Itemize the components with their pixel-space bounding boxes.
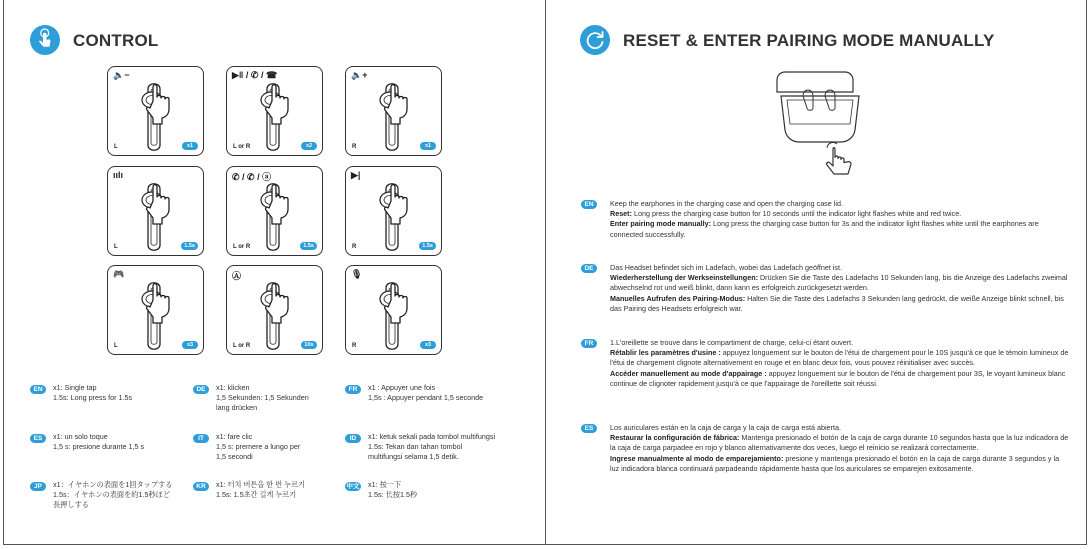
page-divider — [545, 0, 546, 545]
reset-label: Wiederherstellung der Werkseinstellungen: — [610, 273, 758, 283]
earbud-side: L or R — [233, 144, 251, 150]
pairing-step — [610, 219, 1070, 239]
reset-label: Restaurar la configuración de fábrica: — [610, 433, 740, 443]
pairing-step — [610, 369, 1070, 389]
language-badge: DE — [581, 264, 597, 273]
language-badge: FR — [581, 339, 597, 348]
control-card — [226, 166, 323, 256]
reset-paragraph — [610, 263, 1070, 314]
language-instructions — [53, 432, 144, 452]
pairing-step — [610, 454, 1070, 474]
tap-count-badge: x1 — [182, 142, 198, 150]
tap-count-badge: 10s — [301, 341, 317, 349]
instruction-line: x1: fare clic — [216, 432, 253, 441]
reset-step — [610, 433, 1070, 453]
instruction-line: 1,5 Sekunden: 1,5 Sekunden — [216, 393, 309, 402]
earbud-side: R — [352, 144, 357, 150]
reset-text: Long press the charging case button for 10 seconds until the indicator light flashes white and red twice. — [631, 209, 962, 219]
reset-label: Reset: — [610, 209, 632, 219]
tap-count-badge: 1.5s — [419, 242, 436, 250]
intro-text: 1.L'oreillette se trouve dans le compartiment de charge, celui-ci étant ouvert. — [610, 338, 854, 347]
tap-count-badge: x3 — [420, 341, 436, 349]
tap-count-badge: x2 — [301, 142, 317, 150]
instruction-line: 1.5s: Tekan dan tahan tombol — [368, 442, 463, 451]
pairing-text: Halten Sie die Taste des Ladefachs 3 Sekunden lang gedrückt, die weiße Anzeige blinkt schnell, bis das Pairing des Headsets erfolgreich war. — [610, 293, 1064, 313]
reset-step — [610, 209, 1070, 219]
finger-tap-icon — [134, 181, 179, 253]
reset-paragraph — [610, 423, 1070, 474]
finger-tap-icon — [372, 280, 417, 352]
language-badge: EN — [30, 385, 46, 394]
instruction-line: x1: 按一下 — [368, 480, 402, 489]
pairing-text: Long press the charging case button for 3s and the indicator light flashes white until the earphones are connected successfully. — [610, 219, 1039, 239]
earbud-side: R — [352, 244, 357, 250]
instruction-line: 1,5 secondi — [216, 452, 253, 461]
instruction-line: lang drücken — [216, 403, 258, 412]
control-card — [345, 265, 442, 355]
earbud-side: L — [114, 244, 118, 250]
language-badge: JP — [30, 482, 46, 491]
control-card — [345, 166, 442, 256]
earbud-side: L — [114, 144, 118, 150]
earbud-side: L or R — [233, 343, 251, 349]
reset-paragraph — [610, 338, 1070, 389]
control-title: CONTROL — [73, 31, 159, 50]
intro-text: Keep the earphones in the charging case and open the charging case lid. — [610, 199, 843, 208]
language-instructions — [53, 383, 132, 403]
control-symbol: 🔈+ — [351, 70, 368, 80]
earbud-side: L — [114, 343, 118, 349]
control-symbol: ▶| — [351, 170, 361, 180]
instruction-line: 1,5 s: presione durante 1,5 s — [53, 442, 145, 451]
language-instructions — [368, 432, 495, 462]
finger-tap-icon — [253, 280, 298, 352]
earbud-side: R — [352, 343, 357, 349]
pairing-label: Accéder manuellement au mode d'appairage : — [610, 368, 767, 378]
finger-tap-icon — [134, 280, 179, 352]
instruction-line: x1: ketuk sekali pada tombol multifungsi — [368, 432, 496, 441]
reset-step — [610, 273, 1070, 293]
instruction-line: 1,5 s: premere a lungo per — [216, 442, 301, 451]
finger-tap-icon — [372, 181, 417, 253]
language-badge: FR — [345, 385, 361, 394]
language-instructions — [368, 480, 417, 500]
control-card — [107, 265, 204, 355]
finger-tap-icon — [134, 81, 179, 153]
instruction-line: 1.5s: 1.5초간 길게 누르기 — [216, 490, 297, 499]
instruction-line: multifungsi selama 1,5 detik. — [368, 452, 459, 461]
instruction-line: x1: Single tap — [53, 383, 97, 392]
reset-text: Drücken Sie die Taste des Ladefachs 10 Sekunden lang, bis die Anzeige des Ladefachs zweimal abwechselnd rot und weiß blinkt, dann kann es erfolgreich zurückgesetzt werden. — [610, 273, 1068, 293]
finger-tap-icon — [253, 181, 298, 253]
control-card — [345, 66, 442, 156]
control-card — [226, 265, 323, 355]
control-symbol: 🎙 — [351, 269, 363, 279]
reset-step — [610, 348, 1070, 368]
control-card — [107, 66, 204, 156]
control-card — [226, 66, 323, 156]
refresh-icon — [580, 25, 610, 55]
tap-count-badge: 1.5s — [181, 242, 198, 250]
control-symbol: ✆ / ✆ / ⓐ — [232, 172, 272, 182]
reset-title: RESET & ENTER PAIRING MODE MANUALLY — [623, 31, 995, 50]
reset-label: Rétablir les paramètres d'usine : — [610, 348, 721, 358]
instruction-line: x1: 터치 버튼을 한 번 누르기 — [216, 480, 306, 489]
instruction-line: x1：イヤホンの表面を1回タップする — [53, 480, 173, 489]
tap-count-badge: x1 — [420, 142, 436, 150]
language-badge: IT — [193, 434, 209, 443]
pairing-step — [610, 294, 1070, 314]
tap-hand-icon — [30, 25, 60, 55]
pairing-label: Manuelles Aufrufen des Pairing-Modus: — [610, 293, 746, 303]
control-card — [107, 166, 204, 256]
instruction-line: 1.5s: 长按1.5秒 — [368, 490, 418, 499]
control-symbol: 🎮 — [113, 269, 125, 279]
language-instructions — [216, 383, 309, 413]
control-symbol: 🔈− — [113, 70, 130, 80]
finger-tap-icon — [372, 81, 417, 153]
control-symbol: ıılı — [113, 170, 124, 180]
tap-count-badge: x3 — [182, 341, 198, 349]
language-badge: ID — [345, 434, 361, 443]
instruction-line: 1.5s: Long press for 1.5s — [53, 393, 133, 402]
reset-text: Mantenga presionado el botón de la caja de carga durante 10 segundos hasta que la luz indicadora de la caja de carga parpadee en rojo y blanco alternativamente dos veces, luego el reinicio se realizará correctamente. — [610, 433, 1069, 453]
reset-paragraph — [610, 199, 1070, 240]
intro-text: Das Headset befindet sich im Ladefach, wobei das Ladefach geöffnet ist. — [610, 263, 843, 272]
instruction-line: x1 : Appuyer une fois — [368, 383, 436, 392]
language-badge: KR — [193, 482, 209, 491]
pairing-label: Enter pairing mode manually: — [610, 219, 712, 229]
control-symbol: ▶‖ / ✆ / ☎ — [232, 70, 278, 80]
pairing-text: appuyez longuement sur le bouton de l'étui de chargement pour 3S, le voyant lumineux blanc continue de clignoter rapidement jusqu'à ce que l'appairage de l'oreillette soit réussi. — [610, 368, 1066, 388]
instruction-line: 1.5s：イヤホンの表面を約1.5秒ほど — [53, 490, 171, 499]
tap-count-badge: 1.5s — [300, 242, 317, 250]
language-badge: DE — [193, 385, 209, 394]
instruction-line: 1,5s : Appuyer pendant 1,5 seconde — [368, 393, 484, 402]
intro-text: Los auriculares están en la caja de carga y la caja de carga está abierta. — [610, 423, 841, 432]
language-badge: 中文 — [346, 483, 360, 490]
language-instructions — [216, 480, 305, 500]
control-symbol: Ⓐ — [232, 271, 242, 281]
pairing-text: presione y mantenga presionado el botón en la caja de carga durante 3 segundos y la luz indicadora blanca continuará parpadeando rápidamente hasta que los auriculares se emparejen exitosamente. — [610, 453, 1060, 473]
finger-tap-icon — [253, 81, 298, 153]
language-badge: EN — [581, 200, 597, 209]
language-instructions — [216, 432, 300, 462]
reset-text: appuyez longuement sur le bouton de l'étui de chargement pour le 10S jusqu'à ce que le témoin lumineux de l'étui de chargement clignote alternativement en rouge et en blanc deux fois, vous pouvez réinitialiser avec succès. — [610, 348, 1069, 368]
language-instructions — [53, 480, 172, 510]
instruction-line: 長押しする — [53, 500, 89, 509]
language-badge: ES — [30, 434, 46, 443]
instruction-line: x1: un solo toque — [53, 432, 108, 441]
language-badge: ES — [581, 424, 597, 433]
earbud-side: L or R — [233, 244, 251, 250]
instruction-line: x1: klicken — [216, 383, 250, 392]
language-instructions — [368, 383, 483, 403]
pairing-label: Ingrese manualmente al modo de emparejamiento: — [610, 453, 784, 463]
charging-case-illustration — [775, 62, 885, 187]
